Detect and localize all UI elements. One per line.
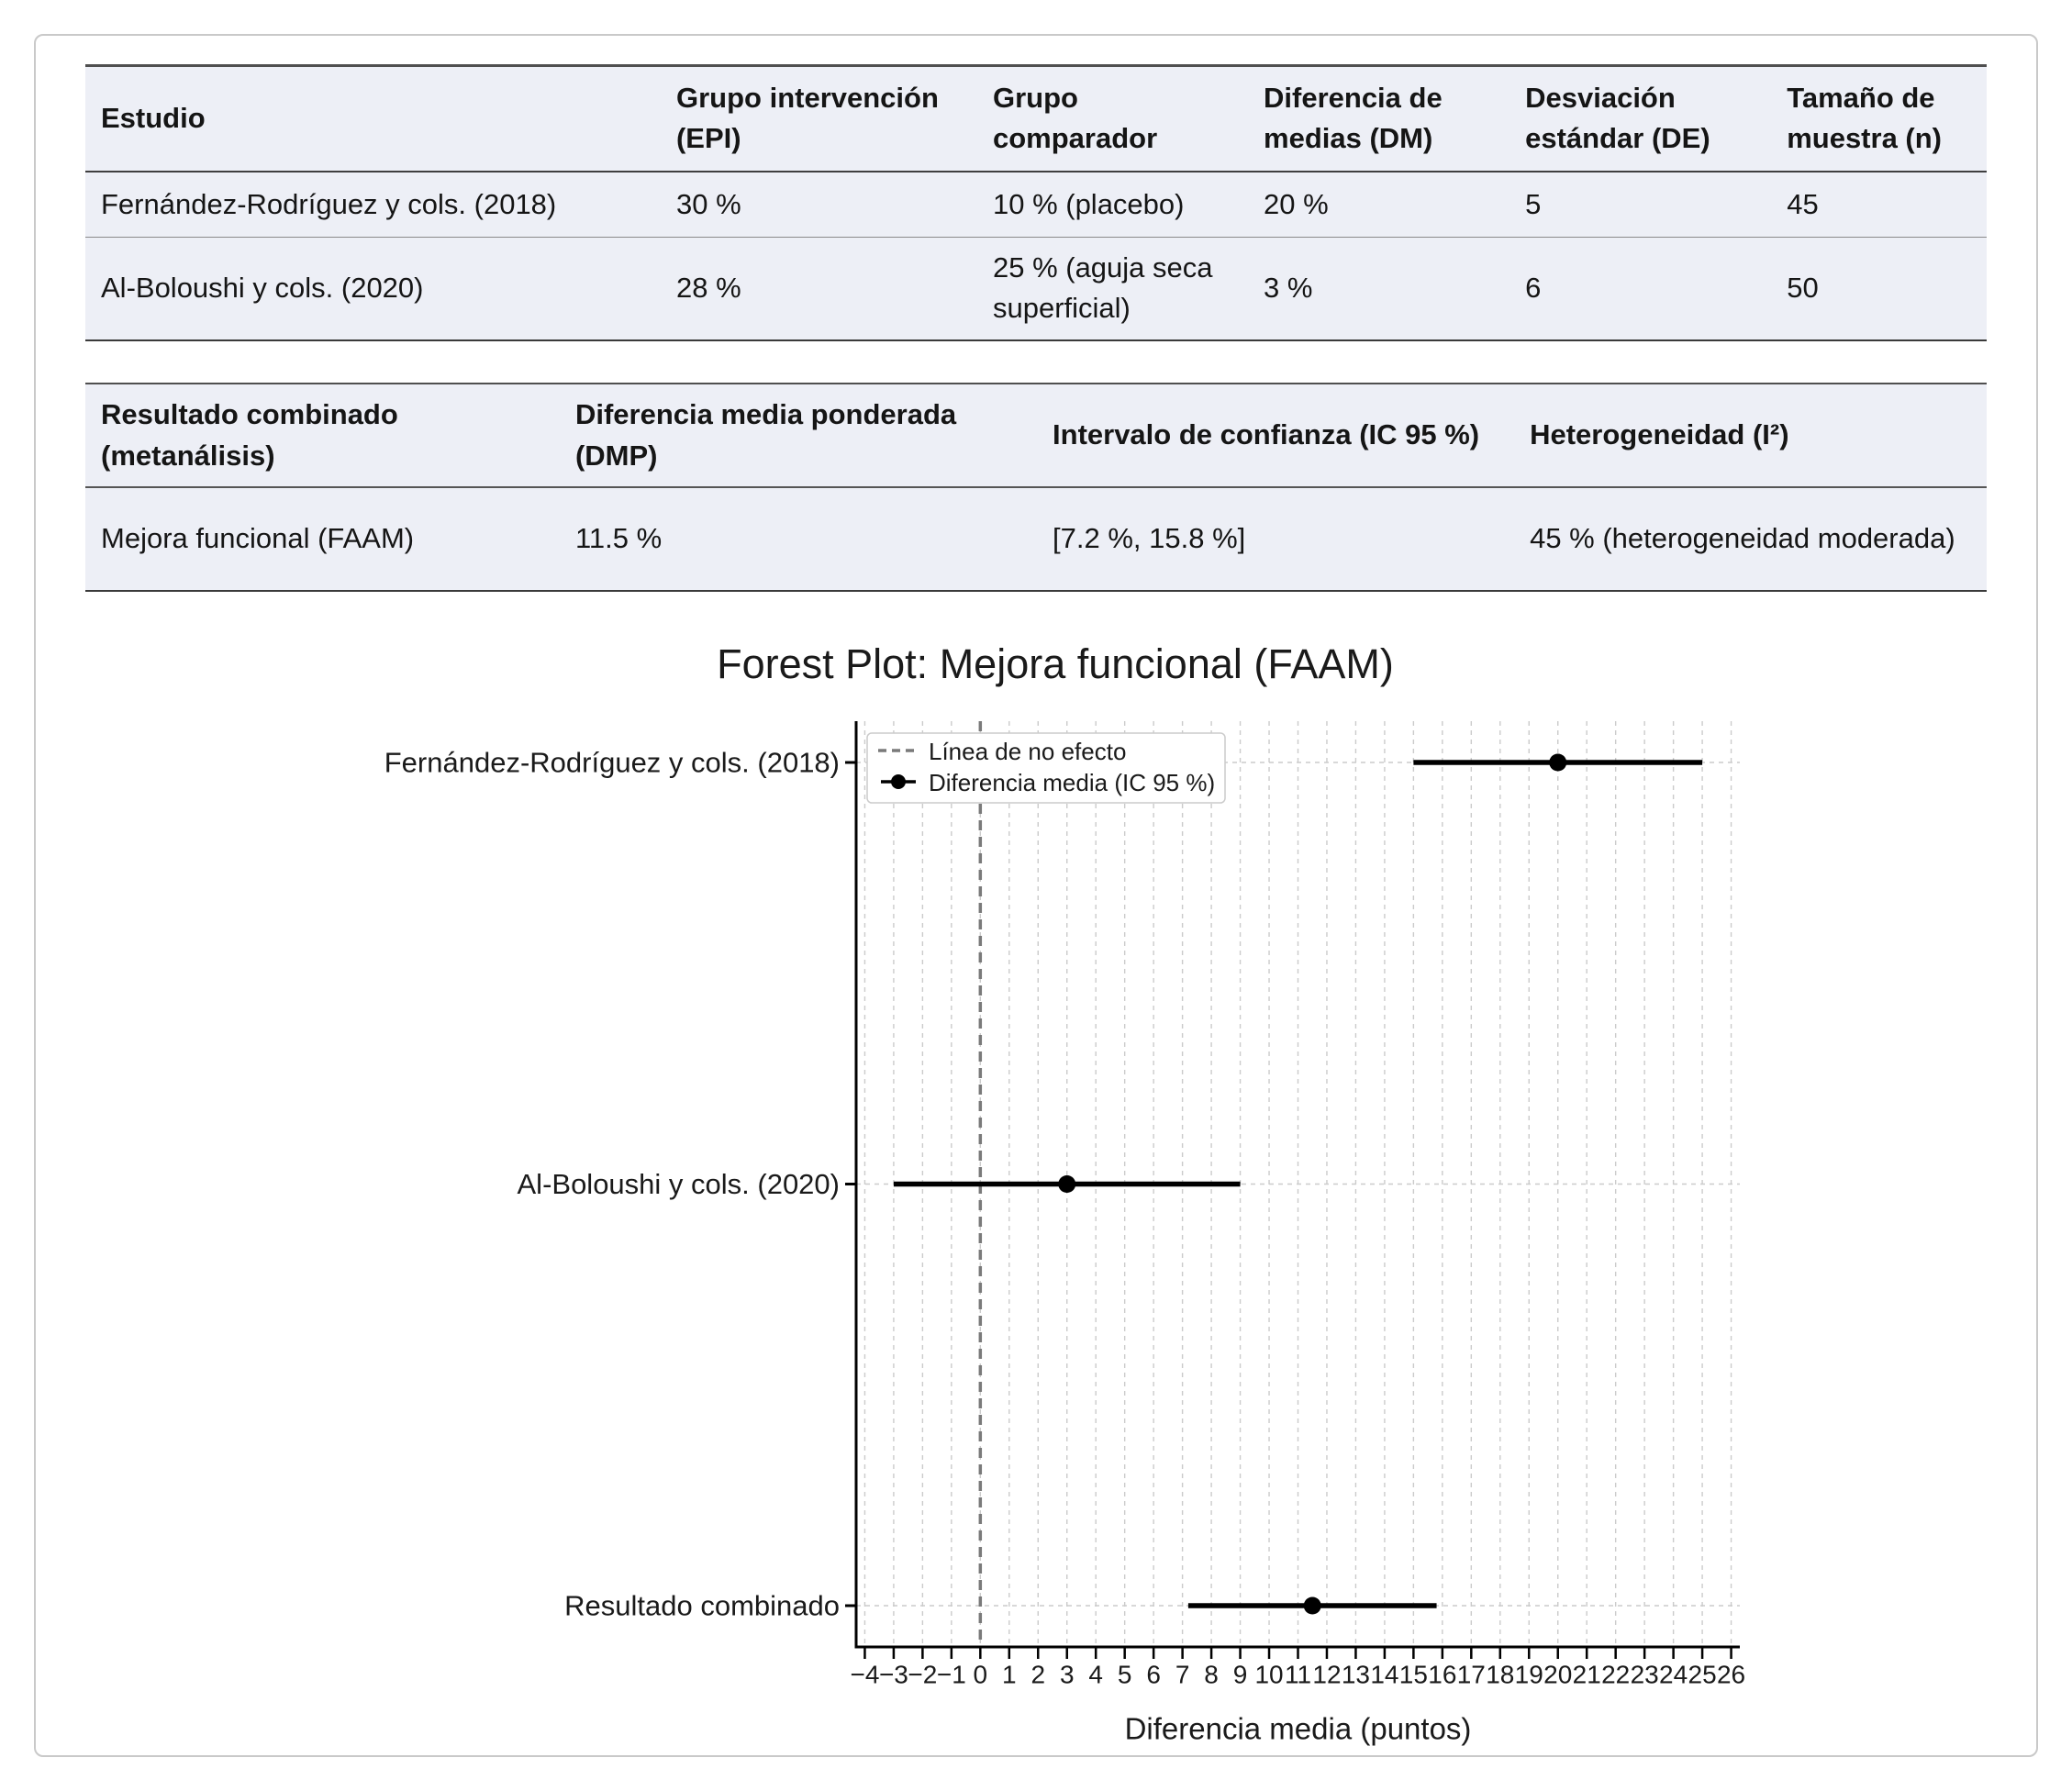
study-label: Fernández-Rodríguez y cols. (2018) bbox=[384, 746, 840, 779]
studies-col-grupo-comparador: Grupo comparador bbox=[992, 82, 1158, 155]
cell-outcome: Mejora funcional (FAAM) bbox=[101, 522, 415, 555]
x-tick-label: 3 bbox=[1059, 1660, 1075, 1689]
cell-mean-difference: 3 % bbox=[1264, 272, 1313, 305]
x-tick-label: 13 bbox=[1341, 1660, 1371, 1689]
studies-col-desviacion-estandar: Desviación estándar (DE) bbox=[1525, 82, 1710, 155]
x-tick-label: 18 bbox=[1486, 1660, 1515, 1689]
legend-dot-icon bbox=[891, 774, 906, 789]
x-tick-label: 21 bbox=[1572, 1660, 1601, 1689]
x-tick-label: 20 bbox=[1543, 1660, 1573, 1689]
cell-study-name: Al-Boloushi y cols. (2020) bbox=[101, 272, 424, 305]
mean-dot bbox=[1304, 1597, 1321, 1615]
cell-sd: 6 bbox=[1525, 272, 1542, 305]
cell-n: 45 bbox=[1787, 187, 1819, 220]
studies-col-grupo-intervencion: Grupo intervención (EPI) bbox=[675, 82, 939, 155]
x-tick-label: 26 bbox=[1716, 1660, 1746, 1689]
x-tick-label: 10 bbox=[1254, 1660, 1284, 1689]
x-tick-label: 14 bbox=[1370, 1660, 1399, 1689]
x-tick-label: 4 bbox=[1088, 1660, 1103, 1689]
x-tick-label: 6 bbox=[1146, 1660, 1161, 1689]
studies-col-estudio: Estudio bbox=[101, 102, 206, 135]
cell-intervention: 28 % bbox=[675, 272, 741, 305]
x-tick-label: 7 bbox=[1175, 1660, 1190, 1689]
cell-study-name: Fernández-Rodríguez y cols. (2018) bbox=[101, 187, 557, 220]
cell-sd: 5 bbox=[1525, 187, 1542, 220]
studies-col-diferencia-medias: Diferencia de medias (DM) bbox=[1264, 82, 1443, 155]
x-tick-label: 5 bbox=[1117, 1660, 1132, 1689]
cell-comparator: 25 % (aguja seca superficial) bbox=[992, 251, 1213, 325]
x-tick-label: 24 bbox=[1659, 1660, 1688, 1689]
x-axis-label: Diferencia media (puntos) bbox=[1124, 1711, 1472, 1746]
x-tick-label: 11 bbox=[1284, 1660, 1312, 1689]
x-tick-label: 15 bbox=[1398, 1660, 1428, 1689]
x-tick-label: 12 bbox=[1312, 1660, 1342, 1689]
study-label: Resultado combinado bbox=[564, 1589, 840, 1622]
x-tick-label: 23 bbox=[1630, 1660, 1659, 1689]
meta-col-resultado: Resultado combinado (metanálisis) bbox=[101, 398, 398, 472]
x-tick-label: −2 bbox=[908, 1660, 938, 1689]
x-tick-label: −1 bbox=[936, 1660, 966, 1689]
cell-comparator: 10 % (placebo) bbox=[992, 187, 1185, 220]
x-tick-label: 16 bbox=[1428, 1660, 1457, 1689]
meta-col-dmp: Diferencia media ponderada (DMP) bbox=[574, 398, 957, 472]
legend-label-no-effect: Línea de no efecto bbox=[929, 738, 1127, 765]
x-tick-label: −3 bbox=[878, 1660, 908, 1689]
x-tick-label: 25 bbox=[1688, 1660, 1717, 1689]
x-tick-label: 0 bbox=[973, 1660, 988, 1689]
mean-dot bbox=[1058, 1175, 1075, 1193]
chart-title: Forest Plot: Mejora funcional (FAAM) bbox=[717, 640, 1394, 687]
cell-heterogeneity: 45 % (heterogeneidad moderada) bbox=[1530, 522, 1955, 555]
meta-col-ic: Intervalo de confianza (IC 95 %) bbox=[1053, 418, 1480, 451]
mean-dot bbox=[1549, 754, 1566, 772]
legend-label-mean-diff: Diferencia media (IC 95 %) bbox=[929, 769, 1216, 796]
x-tick-label: 8 bbox=[1204, 1660, 1219, 1689]
cell-dmp: 11.5 % bbox=[574, 522, 663, 555]
cell-mean-difference: 20 % bbox=[1264, 187, 1329, 220]
studies-col-tamano-muestra: Tamaño de muestra (n) bbox=[1787, 82, 1943, 155]
x-tick-label: 1 bbox=[1002, 1660, 1017, 1689]
cell-n: 50 bbox=[1787, 272, 1819, 305]
x-tick-label: 2 bbox=[1030, 1660, 1046, 1689]
cell-intervention: 30 % bbox=[675, 187, 741, 220]
cell-ci: [7.2 %, 15.8 %] bbox=[1053, 522, 1246, 555]
x-tick-label: 17 bbox=[1456, 1660, 1486, 1689]
x-tick-label: 9 bbox=[1232, 1660, 1248, 1689]
x-tick-label: 19 bbox=[1514, 1660, 1543, 1689]
meta-col-heterogeneidad: Heterogeneidad (I²) bbox=[1530, 418, 1789, 451]
study-label: Al-Boloushi y cols. (2020) bbox=[517, 1168, 840, 1200]
x-tick-label: 22 bbox=[1601, 1660, 1631, 1689]
x-tick-label: −4 bbox=[850, 1660, 880, 1689]
